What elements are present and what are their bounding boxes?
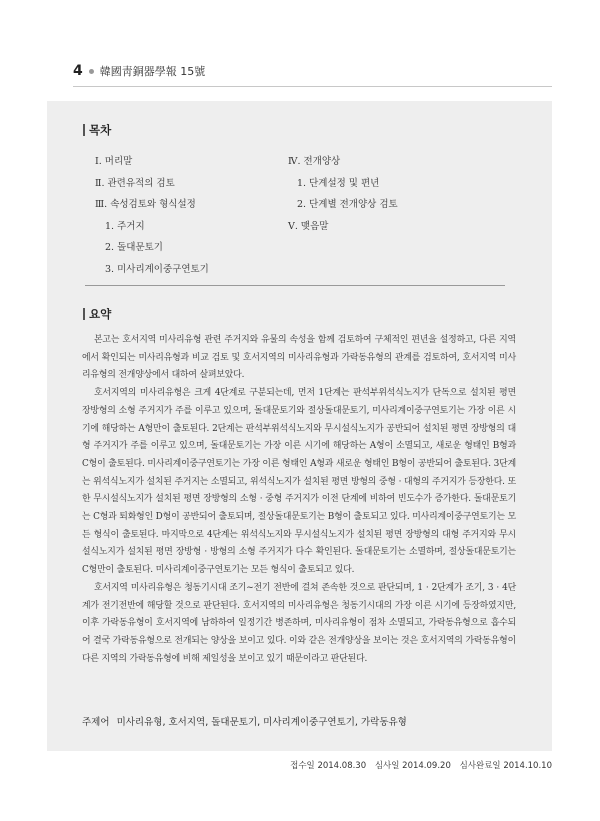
toc-item: Ⅴ. 맺음말: [288, 221, 329, 232]
abstract-heading-bar-icon: [83, 308, 85, 320]
running-header: [73, 62, 205, 80]
accepted-date: 심사완료일 2014.10.10: [459, 761, 552, 771]
summary-panel: [47, 101, 552, 751]
abstract-title: 요약: [89, 307, 112, 321]
toc-item: Ⅰ. 머리말: [95, 156, 133, 167]
header-bullet-icon: [89, 69, 94, 74]
keywords-text: 미사리유형, 호서지역, 돌대문토기, 미사리계이중구연토기, 가락동유형: [116, 717, 407, 728]
abstract-body: [82, 332, 516, 668]
keywords-label: 주제어: [82, 717, 110, 728]
page-number: 4: [73, 63, 83, 79]
abstract-heading: [83, 306, 111, 322]
abstract-paragraph: 본고는 호서지역 미사리유형 관련 주거지와 유물의 속성을 함께 검토하여 구체적인 편년을 설정하고, 다른 지역에서 확인되는 미사리유형과 비교 검토 및 호서지역의 미사리유형과 가락동유형의 관계를 검토하여, 호서지역 미사리유형의 전개양상에서 대하여 살펴보았다.: [82, 335, 516, 381]
abstract-paragraph: 호서지역 미사리유형은 청동기시대 조기~전기 전반에 걸쳐 존속한 것으로 판단되며, 1 · 2단계가 조기, 3 · 4단계가 전기전반에 해당할 것으로 판단된다. 호서지역의 미사리유형은 청동기시대의 가장 이른 시기에 등장하였지만, 이후 가락동유형이 호서지역에 남하하여 일정기간 병존하며, 미사리유형이 점차 소멸되고, 가락동유형으로 흡수되어 결국 가락동유형으로 전개되는 양상을 보이고 있다. 이와 같은 전개양상을 보이는 것은 호서지역의 가락동유형이 다른 지역의 가락동유형에 비해 제일성을 보이고 있기 때문이라고 판단된다.: [82, 582, 516, 664]
toc-item: 3. 미사리계이중구연토기: [105, 264, 209, 275]
toc-item: 2. 단계별 전개양상 검토: [297, 199, 398, 210]
toc-heading-bar-icon: [83, 124, 85, 136]
toc-item: 2. 돌대문토기: [105, 242, 163, 253]
toc-item: 1. 주거지: [105, 221, 145, 232]
toc-divider: [85, 285, 505, 286]
toc-title: 목차: [89, 123, 112, 137]
header-divider: [73, 86, 552, 87]
review-dates: [284, 759, 552, 771]
toc-item: Ⅳ. 전개양상: [288, 156, 341, 167]
toc-item: Ⅱ. 관련유적의 검토: [95, 178, 175, 189]
abstract-paragraph: 호서지역의 미사리유형은 크게 4단계로 구분되는데, 먼저 1단계는 판석부위석식노지가 단독으로 설치된 평면 장방형의 소형 주거지가 주를 이루고 있으며, 돌대문토기와 절상돌대문토기, 미사리계이중구연토기는 가장 이른 시기에 해당하는 A형만이 출토된다. 2단계는 판석부위석식노지와 무시설식노지가 공반되어 설치된 평면 장방형의 대형 주거지가 주를 이루고 있으며, 돌대문토기는 가장 이른 시기에 해당하는 A형이 소멸되고, 새로운 형태인 B형과 C형이 출토된다. 미사리계이중구연토기는 가장 이른 형태인 A형과 새로운 형태인 B형이 공반되어 출토된다. 3단계는 위석식노지가 설치된 주거지는 소멸되고, 위석식노지가 설치된 평면 방형의 중형 · 대형의 주거지가 등장한다. 또한 무시설식노지가 설치된 평면 장방형의 소형 · 중형 주거지가 이전 단계에 비하여 빈도수가 증가한다. 돌대문토기는 C형과 퇴화형인 D형이 공반되어 출토되며, 절상돌대문토기는 B형이 출토되고 있다. 미사리계이중구연토기는 모든 형식이 출토된다. 마지막으로 4단계는 위석식노지와 무시설식노지가 설치된 평면 장방형의 대형 주거지와 무시설식노지가 설치된 평면 장방형 · 방형의 소형 주거지가 다수 확인된다. 돌대문토기는 소멸하며, 절상돌대문토기는 C형만이 출토된다. 미사리계이중구연토기는 모든 형식이 출토되고 있다.: [82, 388, 516, 576]
review-date: 심사일 2014.09.20: [374, 761, 451, 771]
toc-item: 1. 단계설정 및 편년: [297, 178, 380, 189]
journal-title: 韓國靑銅器學報 15號: [99, 65, 206, 78]
toc-item: Ⅲ. 속성검토와 형식설정: [95, 199, 196, 210]
keywords-line: [82, 714, 407, 728]
received-date: 접수일 2014.08.30: [290, 761, 367, 771]
toc-heading: [83, 122, 111, 138]
